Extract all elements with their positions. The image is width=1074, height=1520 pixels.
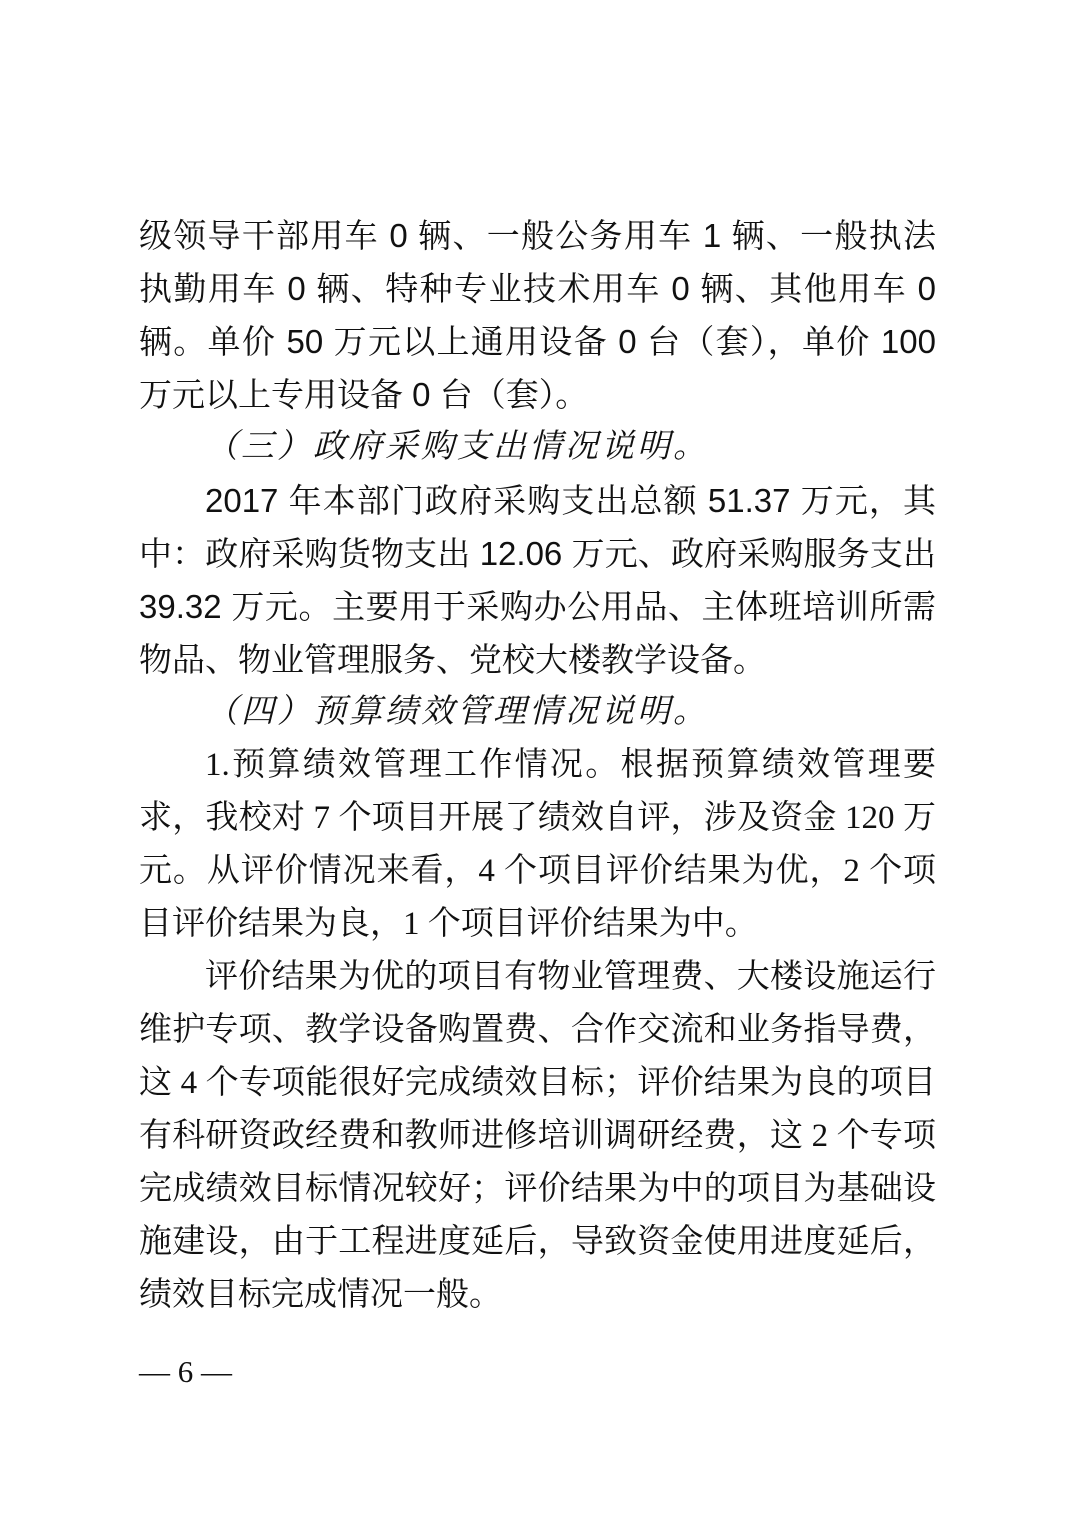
section-heading-3-procurement: （三）政府采购支出情况说明。 <box>205 429 709 465</box>
page-number: — 6 — <box>139 1354 232 1389</box>
body-paragraph-performance-results: 评价结果为优的项目有物业管理费、大楼设施运行维护专项、教学设备购置费、合作交流和业务指导费，这 4 个专项能很好完成绩效目标；评价结果为良的项目有科研资政经费和教师进修培训调研经费，这 2 个专项完成绩效目标情况较好；评价结果为中的项目为基础设施建设，由于工程进度延后，导致资金使用进度延后，绩效目标完成情况一般。 <box>139 959 936 1313</box>
body-paragraph-vehicle-carryover: 级领导干部用车 0 辆、一般公务用车 1 辆、一般执法执勤用车 0 辆、特种专业技术用车 0 辆、其他用车 0 辆。单价 50 万元以上通用设备 0 台（套），单价 100 万元以上专用设备 0 台（套）。 <box>139 217 936 413</box>
page-body <box>139 209 936 1322</box>
body-paragraph-performance-self-eval: 1.预算绩效管理工作情况。根据预算绩效管理要求，我校对 7 个项目开展了绩效自评，涉及资金 120 万元。从评价情况来看，4 个项目评价结果为优，2 个项目评价结果为良，1 个项目评价结果为中。 <box>139 747 936 942</box>
page-footer <box>139 1352 232 1392</box>
body-paragraph-procurement-spending: 2017 年本部门政府采购支出总额 51.37 万元，其中：政府采购货物支出 12.06 万元、政府采购服务支出 39.32 万元。主要用于采购办公用品、主体班培训所需物品、物业管理服务、党校大楼教学设备。 <box>139 482 936 678</box>
section-heading-4-performance: （四）预算绩效管理情况说明。 <box>205 694 709 730</box>
